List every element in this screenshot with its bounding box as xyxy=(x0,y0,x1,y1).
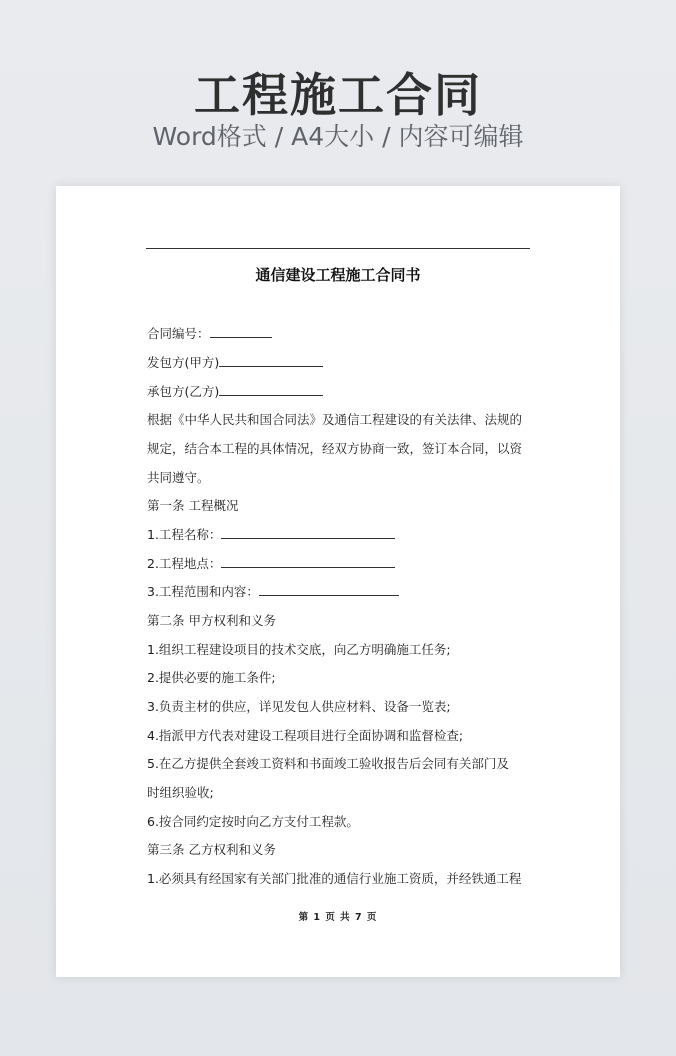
party-b-line xyxy=(147,383,323,401)
article-2-item: 6.按合同约定按时向乙方支付工程款。 xyxy=(147,814,359,829)
contract-number-line xyxy=(147,325,272,343)
article-2-item: 3.负责主材的供应，详见发包人供应材料、设备一览表; xyxy=(147,699,451,714)
contract-number-label: 合同编号： xyxy=(147,326,210,341)
project-name-blank xyxy=(221,526,395,539)
project-location-label: 2.工程地点： xyxy=(147,556,222,571)
preamble-line: 根据《中华人民共和国合同法》及通信工程建设的有关法律、法规的 xyxy=(147,412,523,427)
article-3-heading: 第三条 乙方权利和义务 xyxy=(147,842,276,857)
article-2-item: 2.提供必要的施工条件; xyxy=(147,670,276,685)
party-a-label: 发包方(甲方) xyxy=(147,355,220,370)
article-3-item: 1.必须具有经国家有关部门批准的通信行业施工资质，并经铁通工程 xyxy=(147,871,522,886)
project-scope-label: 3.工程范围和内容： xyxy=(147,584,259,599)
article-2-item: 1.组织工程建设项目的技术交底，向乙方明确施工任务; xyxy=(147,642,451,657)
article-2-item: 5.在乙方提供全套竣工资料和书面竣工验收报告后会同有关部门及 xyxy=(147,756,509,771)
party-b-blank xyxy=(219,383,323,396)
article-2-heading: 第二条 甲方权利和义务 xyxy=(147,613,276,628)
preamble-line: 规定，结合本工程的具体情况，经双方协商一致，签订本合同，以资 xyxy=(147,441,523,456)
article-2-item: 4.指派甲方代表对建设工程项目进行全面协调和监督检查; xyxy=(147,728,464,743)
page-number: 第 1 页 共 7 页 xyxy=(298,912,378,923)
header-rule xyxy=(146,248,530,249)
project-location-line xyxy=(147,555,395,573)
banner-subtitle: Word格式 / A4大小 / 内容可编辑 xyxy=(152,122,524,151)
party-a-line xyxy=(147,354,323,372)
project-name-label: 1.工程名称： xyxy=(147,527,222,542)
document-page xyxy=(56,186,620,977)
project-scope-line xyxy=(147,583,399,601)
project-scope-blank xyxy=(259,583,399,596)
party-b-label: 承包方(乙方) xyxy=(147,384,220,399)
project-name-line xyxy=(147,526,395,544)
contract-number-blank xyxy=(210,325,272,338)
banner-title: 工程施工合同 xyxy=(194,68,482,122)
party-a-blank xyxy=(219,354,323,367)
document-title: 通信建设工程施工合同书 xyxy=(255,266,421,284)
article-1-heading: 第一条 工程概况 xyxy=(147,498,239,513)
project-location-blank xyxy=(221,555,395,568)
article-2-item: 时组织验收; xyxy=(147,785,214,800)
preamble-line: 共同遵守。 xyxy=(147,470,210,485)
